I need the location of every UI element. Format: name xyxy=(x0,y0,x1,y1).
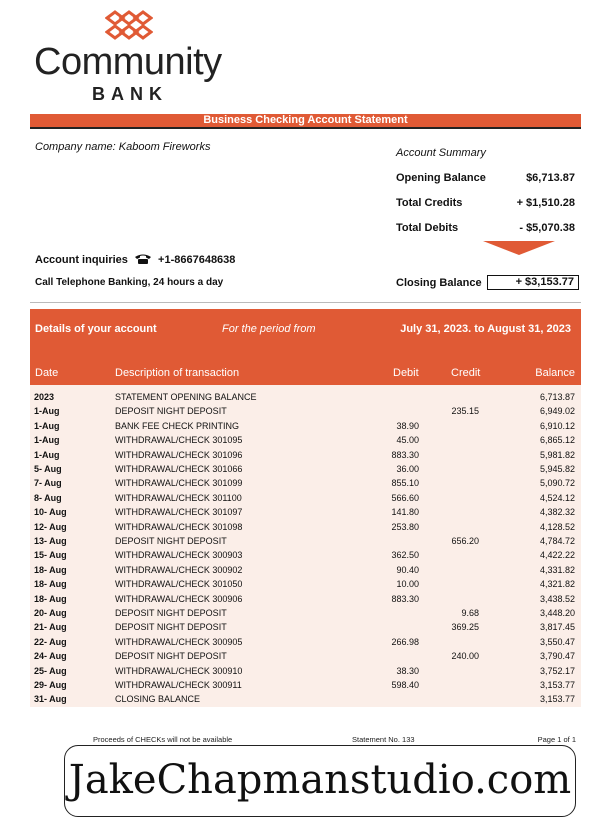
row-balance: 5,090.72 xyxy=(539,478,575,489)
row-balance: 3,817.45 xyxy=(539,622,575,633)
row-description: STATEMENT OPENING BALANCE xyxy=(115,392,257,402)
row-balance: 6,949.02 xyxy=(539,406,575,417)
row-debit: 38.30 xyxy=(396,665,419,676)
row-date: 1-Aug xyxy=(34,406,60,417)
table-row xyxy=(30,592,581,606)
row-debit: 266.98 xyxy=(391,636,419,647)
row-debit: 598.40 xyxy=(391,680,419,690)
row-description: WITHDRAWAL/CHECK 301097 xyxy=(115,507,243,518)
telephone-icon xyxy=(134,253,152,265)
table-row xyxy=(30,433,581,447)
total-credits-value: + $1,510.28 xyxy=(516,197,575,209)
table-row xyxy=(30,692,581,706)
table-row xyxy=(30,563,581,577)
column-header-balance: Balance xyxy=(535,367,575,379)
company-name: Company name: Kaboom Fireworks xyxy=(35,141,211,153)
row-description: WITHDRAWAL/CHECK 300905 xyxy=(115,636,243,647)
inquiries-phone: +1-8667648638 xyxy=(158,254,236,266)
row-balance: 4,128.52 xyxy=(539,521,575,532)
row-debit: 855.10 xyxy=(391,478,419,489)
row-balance: 5,981.82 xyxy=(539,449,575,460)
total-credits-label: Total Credits xyxy=(396,197,463,209)
row-description: BANK FEE CHECK PRINTING xyxy=(115,420,240,431)
table-row xyxy=(30,548,581,562)
row-balance: 4,422.22 xyxy=(539,550,575,561)
table-row xyxy=(30,520,581,534)
account-inquiries xyxy=(35,253,235,266)
row-description: WITHDRAWAL/CHECK 300910 xyxy=(115,665,243,676)
table-row xyxy=(30,534,581,548)
total-debits-value: - $5,070.38 xyxy=(519,222,575,234)
bank-subname: BANK xyxy=(92,84,168,104)
row-description: WITHDRAWAL/CHECK 301098 xyxy=(115,521,243,532)
statement-number: Statement No. 133 xyxy=(352,735,415,744)
row-date: 20- Aug xyxy=(34,608,67,618)
opening-balance-label: Opening Balance xyxy=(396,172,486,184)
inquiries-label: Account inquiries xyxy=(35,254,128,266)
table-row xyxy=(30,620,581,634)
table-row xyxy=(30,476,581,490)
closing-balance-value: + $3,153.77 xyxy=(487,275,579,290)
table-row xyxy=(30,404,581,418)
row-balance: 3,752.17 xyxy=(539,665,575,676)
row-debit: 90.40 xyxy=(396,564,419,575)
row-date: 13- Aug xyxy=(34,536,67,546)
table-row xyxy=(30,664,581,678)
column-header-description: Description of transaction xyxy=(115,367,240,379)
row-description: WITHDRAWAL/CHECK 300903 xyxy=(115,550,243,561)
column-header-debit: Debit xyxy=(393,367,419,379)
watermark: JakeChapmanstudio.com xyxy=(64,745,576,817)
footer-note: Proceeds of CHECKs will not be available xyxy=(93,735,233,744)
telephone-banking-note: Call Telephone Banking, 24 hours a day xyxy=(35,277,224,288)
row-date: 10- Aug xyxy=(34,507,67,518)
column-header-credit: Credit xyxy=(451,367,481,379)
row-date: 5- Aug xyxy=(34,464,62,474)
row-debit: 10.00 xyxy=(396,579,419,590)
bank-name: Community xyxy=(34,41,222,83)
table-row xyxy=(30,577,581,591)
row-credit: 656.20 xyxy=(451,536,479,546)
page-number: Page 1 of 1 xyxy=(537,735,576,744)
row-date: 2023 xyxy=(34,392,55,402)
row-balance: 6,713.87 xyxy=(539,392,575,402)
row-date: 18- Aug xyxy=(34,579,67,590)
row-debit: 38.90 xyxy=(396,420,419,431)
title-divider xyxy=(30,127,581,129)
row-balance: 4,784.72 xyxy=(539,536,575,546)
row-date: 18- Aug xyxy=(34,564,67,575)
row-credit: 369.25 xyxy=(451,622,479,633)
row-credit: 235.15 xyxy=(451,406,479,417)
table-row xyxy=(30,635,581,649)
table-row xyxy=(30,419,581,433)
row-description: WITHDRAWAL/CHECK 301100 xyxy=(115,492,242,503)
row-description: DEPOSIT NIGHT DEPOSIT xyxy=(115,536,227,546)
table-row xyxy=(30,649,581,663)
row-date: 21- Aug xyxy=(34,622,67,633)
row-balance: 3,790.47 xyxy=(539,651,575,662)
row-description: DEPOSIT NIGHT DEPOSIT xyxy=(115,651,227,662)
row-debit: 141.80 xyxy=(391,507,419,518)
account-details-header xyxy=(30,309,581,385)
table-row xyxy=(30,491,581,505)
bank-logo-icon xyxy=(105,10,153,42)
row-description: WITHDRAWAL/CHECK 300902 xyxy=(115,564,243,575)
details-title: Details of your account xyxy=(35,323,157,335)
row-description: WITHDRAWAL/CHECK 301050 xyxy=(115,579,243,590)
row-description: DEPOSIT NIGHT DEPOSIT xyxy=(115,608,227,618)
row-credit: 240.00 xyxy=(451,651,479,662)
row-date: 1-Aug xyxy=(34,420,60,431)
row-balance: 3,438.52 xyxy=(539,593,575,604)
row-balance: 6,910.12 xyxy=(539,420,575,431)
row-date: 1-Aug xyxy=(34,435,60,446)
period-value: July 31, 2023. to August 31, 2023 xyxy=(400,323,571,335)
row-balance: 3,550.47 xyxy=(539,636,575,647)
row-description: WITHDRAWAL/CHECK 300911 xyxy=(115,680,242,690)
row-description: DEPOSIT NIGHT DEPOSIT xyxy=(115,622,227,633)
closing-balance-label: Closing Balance xyxy=(396,277,482,289)
table-row xyxy=(30,606,581,620)
row-credit: 9.68 xyxy=(461,608,479,618)
column-header-date: Date xyxy=(35,367,59,379)
row-debit: 45.00 xyxy=(396,435,419,446)
down-arrow-icon xyxy=(483,241,555,255)
row-description: CLOSING BALANCE xyxy=(115,694,201,705)
total-debits-label: Total Debits xyxy=(396,222,459,234)
row-date: 24- Aug xyxy=(34,651,67,662)
row-date: 22- Aug xyxy=(34,636,67,647)
account-summary-title: Account Summary xyxy=(396,147,486,159)
row-balance: 4,524.12 xyxy=(539,492,575,503)
row-debit: 883.30 xyxy=(391,593,419,604)
row-date: 12- Aug xyxy=(34,521,67,532)
row-debit: 253.80 xyxy=(391,521,419,532)
row-description: WITHDRAWAL/CHECK 301066 xyxy=(115,464,243,474)
row-balance: 4,321.82 xyxy=(539,579,575,590)
table-row xyxy=(30,448,581,462)
row-description: WITHDRAWAL/CHECK 301099 xyxy=(115,478,243,489)
row-debit: 362.50 xyxy=(391,550,419,561)
row-debit: 883.30 xyxy=(391,449,419,460)
row-date: 25- Aug xyxy=(34,665,67,676)
table-row xyxy=(30,678,581,692)
row-date: 31- Aug xyxy=(34,694,67,705)
statement-title: Business Checking Account Statement xyxy=(30,114,581,127)
row-balance: 3,153.77 xyxy=(539,694,575,705)
table-row xyxy=(30,505,581,519)
row-date: 29- Aug xyxy=(34,680,67,690)
row-date: 18- Aug xyxy=(34,593,67,604)
table-row xyxy=(30,462,581,476)
row-date: 1-Aug xyxy=(34,449,60,460)
row-balance: 4,382.32 xyxy=(539,507,575,518)
section-divider xyxy=(30,302,581,303)
row-balance: 4,331.82 xyxy=(539,564,575,575)
row-balance: 5,945.82 xyxy=(539,464,575,474)
row-date: 8- Aug xyxy=(34,492,62,503)
period-label: For the period from xyxy=(222,323,316,335)
row-date: 15- Aug xyxy=(34,550,67,561)
row-date: 7- Aug xyxy=(34,478,62,489)
row-balance: 3,448.20 xyxy=(539,608,575,618)
row-debit: 36.00 xyxy=(396,464,419,474)
table-row xyxy=(30,390,581,404)
row-debit: 566.60 xyxy=(391,492,419,503)
row-balance: 3,153.77 xyxy=(539,680,575,690)
opening-balance-value: $6,713.87 xyxy=(526,172,575,184)
row-description: WITHDRAWAL/CHECK 301096 xyxy=(115,449,243,460)
row-description: WITHDRAWAL/CHECK 301095 xyxy=(115,435,243,446)
row-description: WITHDRAWAL/CHECK 300906 xyxy=(115,593,243,604)
row-description: DEPOSIT NIGHT DEPOSIT xyxy=(115,406,227,417)
row-balance: 6,865.12 xyxy=(539,435,575,446)
